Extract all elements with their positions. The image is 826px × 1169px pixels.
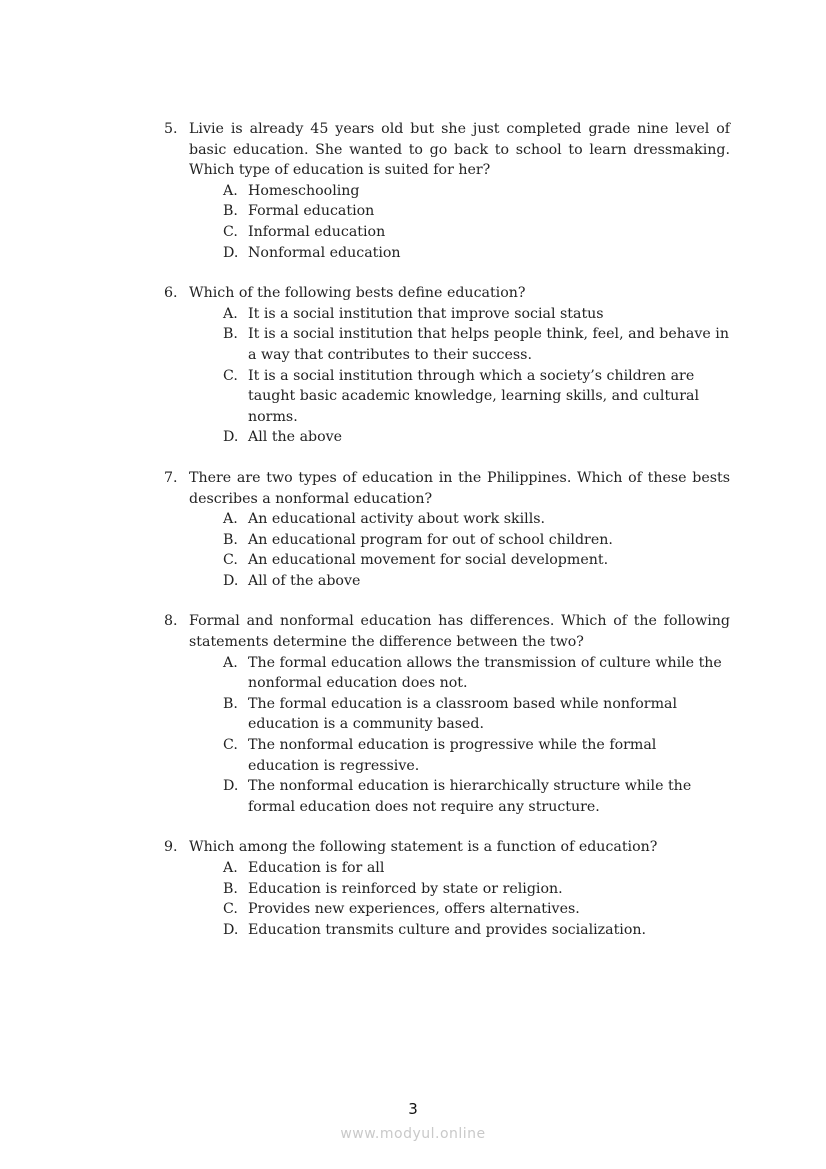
choice-item bbox=[223, 776, 730, 817]
choice-letter: D. bbox=[223, 572, 239, 589]
page-number: 3 bbox=[408, 1100, 418, 1118]
choice-text: The nonformal education is hierarchically structure while the formal education does not require any structure. bbox=[248, 778, 692, 815]
choice-text: An educational movement for social development. bbox=[248, 552, 609, 569]
choice-text: It is a social institution that helps people think, feel, and behave in a way that contributes to their success. bbox=[248, 326, 729, 363]
question-text: Which of the following bests define education? bbox=[189, 285, 526, 302]
choice-letter: B. bbox=[223, 695, 238, 712]
choice-letter: C. bbox=[223, 901, 238, 918]
choice-text: Informal education bbox=[248, 223, 386, 240]
choice-letter: A. bbox=[223, 305, 238, 322]
choice-letter: C. bbox=[223, 737, 238, 754]
choice-list bbox=[189, 653, 730, 818]
choice-item bbox=[223, 324, 730, 365]
question-number: 8. bbox=[164, 613, 178, 630]
choice-text: It is a social institution through which a society’s children are taught basic academic knowledge, learning skills, and cultural norms. bbox=[248, 367, 700, 425]
choice-text: An educational program for out of school children. bbox=[248, 531, 613, 548]
choice-letter: B. bbox=[223, 880, 238, 897]
watermark: www.modyul.online bbox=[340, 1126, 486, 1142]
choice-item bbox=[223, 879, 730, 900]
question-list bbox=[164, 119, 730, 960]
choice-list bbox=[189, 858, 730, 940]
choice-text: An educational activity about work skills. bbox=[248, 511, 546, 528]
choice-letter: D. bbox=[223, 921, 239, 938]
choice-text: The nonformal education is progressive while the formal education is regressive. bbox=[248, 737, 657, 774]
question-item bbox=[164, 119, 730, 263]
choice-letter: A. bbox=[223, 511, 238, 528]
choice-list bbox=[189, 509, 730, 591]
choice-text: Nonformal education bbox=[248, 244, 401, 261]
choice-item bbox=[223, 571, 730, 592]
choice-item bbox=[223, 694, 730, 735]
choice-list bbox=[189, 181, 730, 263]
question-text: Which among the following statement is a function of education? bbox=[189, 839, 658, 856]
choice-text: Formal education bbox=[248, 203, 375, 220]
choice-item bbox=[223, 899, 730, 920]
choice-text: Education is reinforced by state or religion. bbox=[248, 880, 563, 897]
choice-text: Provides new experiences, offers alternatives. bbox=[248, 901, 580, 918]
choice-item bbox=[223, 509, 730, 530]
choice-text: All of the above bbox=[248, 572, 361, 589]
question-number: 6. bbox=[164, 285, 178, 302]
choice-letter: B. bbox=[223, 326, 238, 343]
choice-letter: A. bbox=[223, 860, 238, 876]
question-number: 9. bbox=[164, 839, 178, 856]
choice-list bbox=[189, 304, 730, 448]
question-text: Formal and nonformal education has differences. Which of the following statements determine the difference between the two? bbox=[189, 613, 730, 651]
choice-text: It is a social institution that improve social status bbox=[248, 305, 604, 322]
choice-item bbox=[223, 304, 730, 325]
choice-text: Education transmits culture and provides socialization. bbox=[248, 921, 647, 938]
choice-letter: B. bbox=[223, 203, 238, 220]
question-item bbox=[164, 283, 730, 448]
choice-item bbox=[223, 201, 730, 222]
question-item bbox=[164, 468, 730, 592]
choice-letter: C. bbox=[223, 367, 238, 384]
choice-letter: A. bbox=[223, 654, 238, 671]
choice-letter: D. bbox=[223, 429, 239, 446]
choice-item bbox=[223, 181, 730, 202]
choice-item bbox=[223, 735, 730, 776]
choice-letter: C. bbox=[223, 223, 238, 240]
choice-letter: D. bbox=[223, 244, 239, 261]
choice-text: The formal education allows the transmission of culture while the nonformal education does not. bbox=[248, 654, 722, 692]
choice-item bbox=[223, 920, 730, 941]
question-text: There are two types of education in the Philippines. Which of these bests describes a nonformal education? bbox=[189, 469, 730, 507]
choice-item bbox=[223, 222, 730, 243]
question-number: 7. bbox=[164, 469, 178, 486]
question-item bbox=[164, 611, 730, 817]
choice-text: All the above bbox=[248, 429, 343, 446]
choice-item bbox=[223, 858, 730, 879]
choice-letter: C. bbox=[223, 552, 238, 569]
choice-text: The formal education is a classroom based while nonformal education is a community based. bbox=[248, 695, 678, 733]
choice-letter: B. bbox=[223, 531, 238, 548]
choice-text: Homeschooling bbox=[248, 182, 360, 199]
choice-item bbox=[223, 427, 730, 448]
question-item bbox=[164, 837, 730, 940]
choice-item bbox=[223, 530, 730, 551]
choice-letter: D. bbox=[223, 778, 239, 795]
choice-item bbox=[223, 653, 730, 694]
choice-text: Education is for all bbox=[248, 860, 385, 876]
choice-item bbox=[223, 366, 730, 428]
choice-item bbox=[223, 243, 730, 264]
question-text: Livie is already 45 years old but she just completed grade nine level of basic education. She wanted to go back to school to learn dressmaking. Which type of education is suited for her? bbox=[189, 121, 730, 179]
question-number: 5. bbox=[164, 121, 178, 137]
choice-letter: A. bbox=[223, 182, 238, 199]
choice-item bbox=[223, 550, 730, 571]
